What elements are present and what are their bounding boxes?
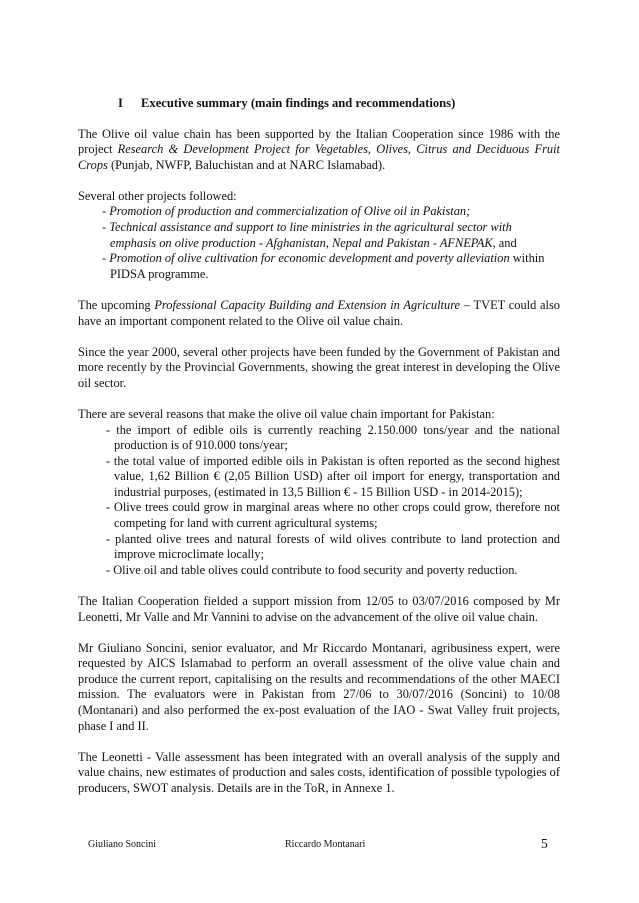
section-title: Executive summary (main findings and recommendations) (141, 96, 456, 110)
section-number: I (118, 96, 123, 110)
projects-intro: Several other projects followed: (78, 188, 237, 203)
page-number: 5 (541, 836, 548, 851)
list-item (90, 220, 560, 251)
footer-author-center: Riccardo Montanari (285, 839, 366, 850)
reasons-list (78, 423, 560, 579)
list-item: - planted olive trees and natural forests of wild olives contribute to land protection and improve microclimate locally; (106, 531, 560, 562)
paragraph-intro (78, 127, 560, 174)
paragraph-since-2000: Since the year 2000, several other projects have been funded by the Government of Pakistan and more recently by the Provincial Governments, showing the great interest in developing the Olive oil sector. (78, 344, 560, 390)
text-span: , and (492, 235, 517, 250)
page-footer (0, 837, 639, 853)
text-span: The upcoming (78, 297, 155, 312)
text-span: within PIDSA programme. (110, 251, 545, 281)
project-name: - Promotion of production and commercialization of Olive oil in Pakistan; (102, 204, 471, 219)
paragraph-tvet (78, 298, 560, 329)
list-item: - Olive trees could grow in marginal areas where no other crops could grow, therefore not competing for land with current agricultural systems; (106, 500, 560, 531)
list-item: - the total value of imported edible oils in Pakistan is often reported as the second highest value, 1,62 Billion € (2,05 Billion USD) after oil import for energy, transportation and industrial purposes, (estimated in 13,5 Billion € - 15 Billion USD - in 2014-2015); (106, 453, 560, 499)
project-title-italic: Research & Development Project for Vegetables, Olives, Citrus and Deciduous Fruit Crops (78, 142, 560, 172)
list-item: - Olive oil and table olives could contribute to food security and poverty reduction. (106, 562, 518, 577)
text-span: (Punjab, NWFP, Baluchistan and at NARC Islamabad). (107, 157, 386, 172)
section-heading (78, 96, 560, 112)
projects-list (78, 204, 560, 282)
project-name: - Technical assistance and support to line ministries in the agricultural sector with emphasis on olive production - Afghanistan, Nepal and Pakistan - AFNEPAK (102, 220, 512, 250)
text-span: The Olive oil value chain has been supported by the Italian Cooperation since 1986 with the project (78, 126, 560, 157)
project-title-italic: Professional Capacity Building and Extension in Agriculture (154, 297, 461, 312)
text-span: – TVET could also have an important component related to the Olive oil value chain. (78, 297, 561, 328)
paragraph-projects (78, 189, 560, 283)
paragraph-mission: The Italian Cooperation fielded a support mission from 12/05 to 03/07/2016 composed by Mr Leonetti, Mr Valle and Mr Vannini to advise on the advancement of the olive oil value chain. (78, 593, 560, 624)
page-body (78, 96, 560, 812)
reasons-intro: There are several reasons that make the olive oil value chain important for Pakistan: (78, 406, 495, 421)
paragraph-evaluators: Mr Giuliano Soncini, senior evaluator, and Mr Riccardo Montanari, agribusiness expert, were requested by AICS Islamabad to perform an overall assessment of the olive value chain and produce the current report, capitalising on the results and recommendations of the other MAECI mission. The evaluators were in Pakistan from 27/06 to 30/07/2016 (Soncini) to 10/08 (Montanari) and also performed the ex-post evaluation of the IAO - Swat Valley fruit projects, phase I and II. (78, 640, 560, 733)
list-item: - the import of edible oils is currently reaching 2.150.000 tons/year and the national production is of 910.000 tons/year; (106, 422, 560, 453)
list-item (90, 251, 560, 282)
paragraph-assessment: The Leonetti - Valle assessment has been integrated with an overall analysis of the supply and value chains, new estimates of production and sales costs, identification of possible typologies of producers, SWOT analysis. Details are in the ToR, in Annexe 1. (78, 749, 560, 795)
list-item (90, 204, 560, 220)
paragraph-reasons (78, 407, 560, 579)
footer-author-left: Giuliano Soncini (88, 839, 157, 850)
project-name: - Promotion of olive cultivation for economic development and poverty alleviation (102, 251, 510, 266)
